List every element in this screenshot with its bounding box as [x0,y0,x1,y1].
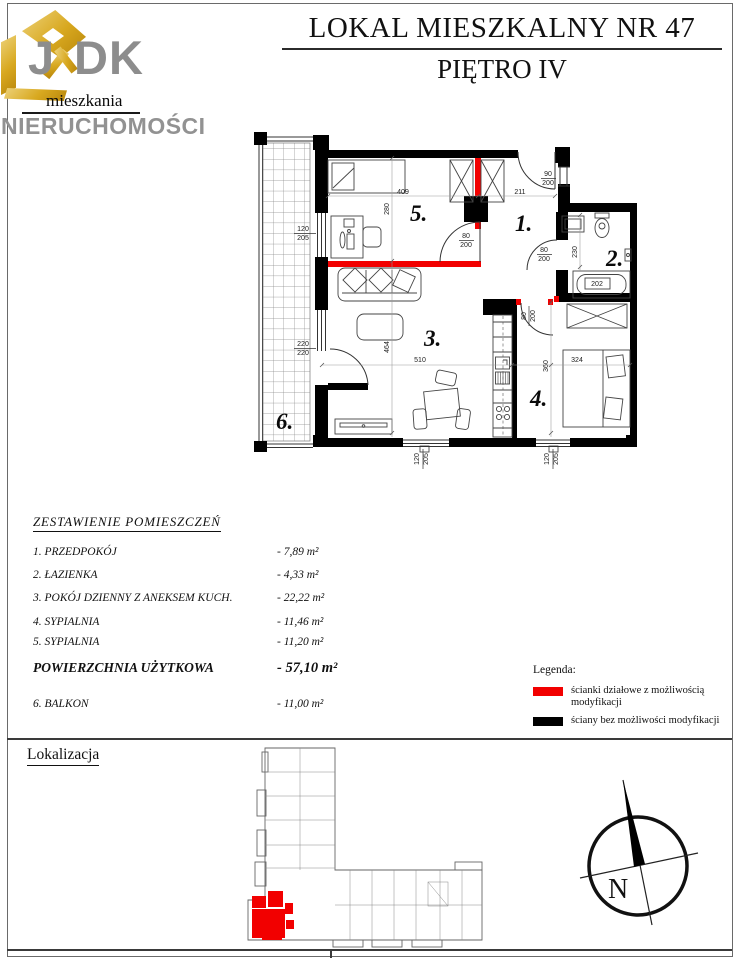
dimension-label: 360 [543,360,550,372]
total-area-row [33,660,378,676]
company-logo [0,4,262,140]
page-title: LOKAL MIESZKALNY NR 47 [282,12,722,50]
dimension-label: 120 [544,453,551,465]
room-number: 6. [276,409,294,434]
legend-heading: Legenda: [533,664,576,676]
room-number: 3. [424,326,442,351]
legend-item [533,715,723,728]
section-divider-location [7,738,732,740]
dimension-label: 211 [514,189,526,196]
logo-nieruchomosci-text: NIERUCHOMOŚCI [1,113,206,139]
doors [330,152,557,385]
dimension-label: 205 [553,453,560,465]
building-key-plan [230,742,490,954]
compass-needle-icon [623,780,645,867]
rooms-table [33,514,378,729]
dimension-label: 200 [460,242,472,249]
room-area-row [33,636,378,648]
dimension-label: 280 [384,203,391,215]
total-area-value: - 57,10 m² [277,660,338,676]
header [282,12,722,85]
room-number: 1. [515,211,533,236]
dimension-label: 205 [423,453,430,465]
highlighted-apartment [252,891,294,940]
legend-item [533,685,723,708]
balcony [259,137,313,448]
room-number: 2. [606,246,624,271]
dimension-label: 120 [414,453,421,465]
dimension-label: 80 [521,312,528,320]
balcony-label: 6. BALKON [33,698,89,710]
dimension-label: 90 [544,171,552,178]
room-label: 1. PRZEDPOKÓJ [33,546,117,558]
dimension-label: 324 [571,357,583,364]
dimension-label: 200 [538,256,550,263]
dimension-label: 80 [540,247,548,254]
room-area-value: - 7,89 m² [277,546,319,558]
room-number: 4. [530,386,548,411]
legend-items [533,685,723,728]
room-area-row [33,592,378,604]
logo-letter-j: J [28,31,55,84]
legend-swatch [533,717,563,726]
page-subtitle: PIĘTRO IV [437,54,567,84]
dimension-label: 220 [297,341,309,348]
dimension-label: 464 [384,341,391,353]
room-area-row [33,616,378,628]
room-area-value: - 4,33 m² [277,569,319,581]
logo-letters-dk: DK [74,31,144,84]
dimension-label: 230 [572,246,579,258]
compass-rose [565,765,735,935]
dimension-label: 120 [297,226,309,233]
room-area-value: - 11,20 m² [277,636,324,648]
building-interior-lines [265,748,482,940]
dimension-label: 409 [397,189,409,196]
room-area-value: - 22,22 m² [277,592,325,604]
room-label: 3. POKÓJ DZIENNY Z ANEKSEM KUCH. [33,592,233,604]
balcony-value: - 11,00 m² [277,698,324,710]
total-area-label: POWIERZCHNIA UŻYTKOWA [33,660,214,675]
room-number: 5. [410,201,428,226]
dimension-label: 510 [414,357,426,364]
location-heading: Lokalizacja [27,746,99,766]
floor-plan [250,118,650,470]
room-label: 4. SYPIALNIA [33,616,100,628]
room-area-row [33,569,378,581]
legend-swatch [533,687,563,696]
room-area-row [33,546,378,558]
dimension-label: 200 [542,180,554,187]
dimension-label: 80 [462,233,470,240]
balcony-row [33,698,378,710]
dimension-label: 220 [297,350,309,357]
room-area-value: - 11,46 m² [277,616,324,628]
rooms-table-heading: ZESTAWIENIE POMIESZCZEŃ [33,514,221,532]
legend-label: ściany bez możliwości modyfikacji [571,715,720,726]
legend [533,664,723,735]
dimension-label: 202 [591,281,603,288]
compass-north-label: N [608,874,629,905]
legend-label: ścianki działowe z możliwością modyfikacji [571,685,705,708]
dimension-label: 205 [297,235,309,242]
dimension-label: 200 [530,310,537,322]
logo-house-wall [1,35,16,95]
logo-mieszkania-text: mieszkania [46,91,123,110]
room-label: 2. ŁAZIENKA [33,569,98,581]
room-label: 5. SYPIALNIA [33,636,100,648]
